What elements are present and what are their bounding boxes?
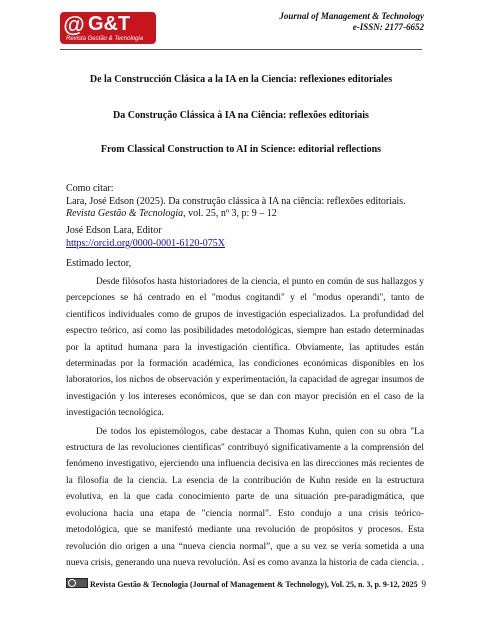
citation-journal: Revista Gestão & Tecnologia [66, 208, 184, 219]
logo-subtitle: Revista Gestão & Tecnologia [66, 36, 144, 42]
author-block [66, 225, 426, 250]
page-header [0, 0, 480, 52]
citation-suffix: , vol. 25, nº 3, p: 9 – 12 [183, 208, 277, 219]
title-portuguese: Da Construção Clássica à IA na Ciência: reflexões editoriais [113, 110, 369, 121]
orcid-link[interactable]: https://orcid.org/0000-0001-6120-075X [66, 237, 225, 249]
creative-commons-icon [66, 578, 88, 588]
paragraph: De todos los epistemólogos, cabe destacar a Thomas Kuhn, quien con su obra "La estructura de las revoluciones científicas" contribuyó significativamente a la comprensión del fenómeno investigativo, ejerciendo una influencia decisiva en las direcciones más recientes de la filosofía de la ciencia. La esencia de la contribución de Kuhn reside en la estructura evolutiva, en la que cada conocimiento parte de una situación pre-paradigmática, que evoluciona hacia una etapa de "ciencia normal". Esto condujo a una crisis teórico-metodológica, que se manifestó mediante una revolución de propósitos y procesos. Esta revolución dio origen a una “nueva ciencia normal”, que a su vez se vería sometida a una nueva crisis, generando una nueva revolución. Así es como avanza la historia de cada ciencia. . [66, 426, 424, 568]
logo-text: G&T [88, 13, 131, 35]
journal-name: Journal of Management & Technology [279, 11, 424, 21]
paragraph: Desde filósofos hasta historiadores de la ciencia, el punto en común de sus hallazgos y percepciones se há centrado en el "modus cogitandi" y el "modus operandi", tanto de científicos individuales como de grupos de investigación especializados. La profundidad del espectro teórico, así como las posibilidades metodológicas, siempre han estado determinadas por la aptitud humana para la investigación científica. Obviamente, las aptitudes están determinadas por la formación académica, las condiciones económicas disponibles en los laboratorios, los nichos de observación y experimentación, la capacidad de agregar insumos de investigación y los intereses económicos, que se dan con mayor precisión en el caso de la investigación tecnológica. [66, 277, 424, 419]
page-footer [66, 578, 426, 590]
header-divider [60, 49, 422, 50]
body-text [66, 274, 424, 590]
at-symbol-icon: @ [63, 12, 85, 37]
footer-citation: Revista Gestão & Tecnologia (Journal of Management & Technology), Vol. 25, n. 3, p. 9-12, 2025 [90, 580, 418, 589]
title-spanish: De la Construcción Clásica a la IA en la Ciencia: reflexiones editoriales [89, 74, 393, 85]
journal-info [279, 11, 424, 33]
journal-issn: e-ISSN: 2177-6652 [352, 22, 424, 32]
citation-text [66, 196, 406, 220]
page-number: 9 [421, 579, 426, 589]
journal-logo [60, 12, 158, 48]
citation-block [66, 183, 426, 221]
citation-label: Como citar: [66, 183, 114, 194]
author-line: José Edson Lara, Editor [66, 225, 162, 236]
citation-prefix: Lara, José Edson (2025). Da construção clássica à IA na ciência: reflexões editoriais. [66, 195, 406, 207]
logo-badge [60, 12, 156, 44]
salutation: Estimado lector, [66, 258, 132, 269]
title-english: From Classical Construction to AI in Science: editorial reflections [100, 144, 382, 155]
